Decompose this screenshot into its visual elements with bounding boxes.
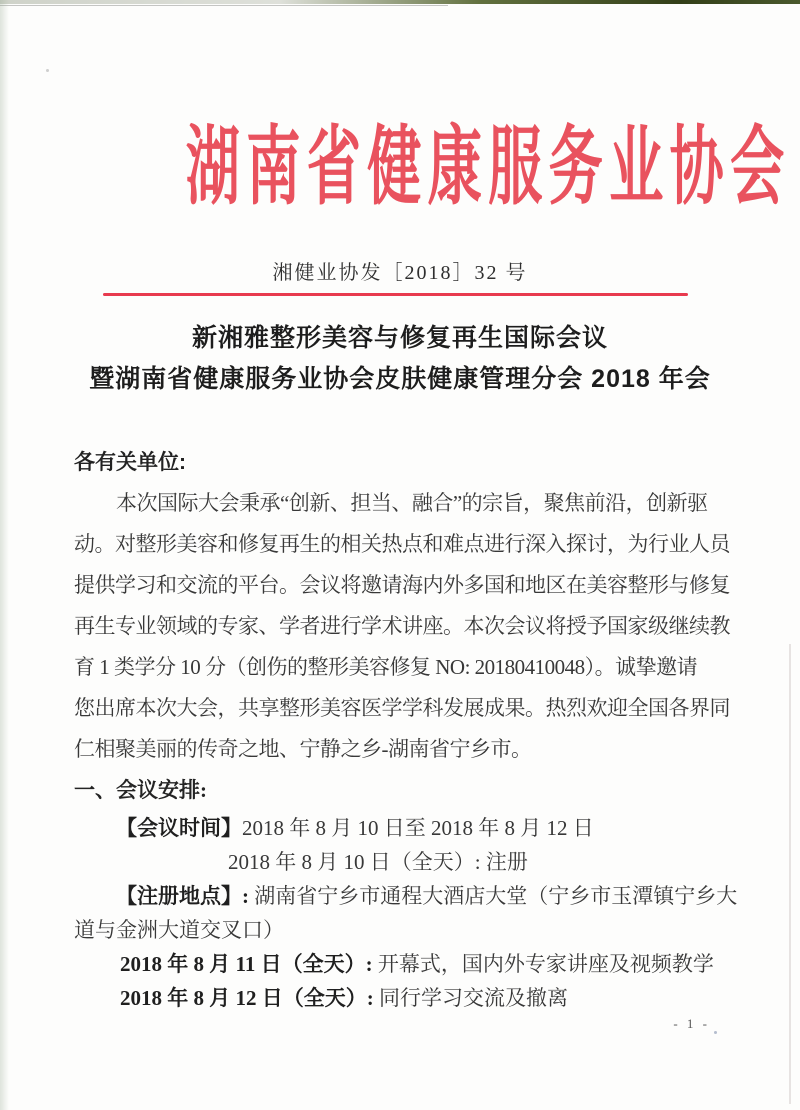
paragraph-line: 动。对整形美容和修复再生的相关热点和难点进行深入探讨，为行业人员 xyxy=(74,532,730,556)
scan-speck xyxy=(714,1031,717,1034)
document-body xyxy=(74,442,738,1015)
red-divider-line xyxy=(103,293,688,296)
scan-edge-top xyxy=(0,0,800,4)
schedule-line-registration-day xyxy=(74,845,734,879)
paragraph-line: 仁相聚美丽的传奇之地、宁静之乡-湖南省宁乡市。 xyxy=(74,737,532,761)
schedule-text: 道与金洲大道交叉口） xyxy=(74,918,284,942)
page-number: - 1 - xyxy=(673,1016,710,1031)
scan-edge-right xyxy=(789,644,791,1104)
paragraph-line: 再生专业领域的专家、学者进行学术讲座。本次会议将授予国家级继续教 xyxy=(74,614,730,638)
scan-edge-top-line xyxy=(0,5,448,6)
schedule-text: 2018 年 8 月 10 日至 2018 年 8 月 12 日 xyxy=(242,816,594,840)
paragraph-line: 您出席本次大会，共享整形美容医学学科发展成果。热烈欢迎全国各界同 xyxy=(74,696,730,720)
letterhead-org-name: 湖南省健康服务业协会 xyxy=(185,119,791,215)
schedule-label: 2018 年 8 月 11 日（全天）: xyxy=(120,952,378,976)
letterhead xyxy=(0,119,800,215)
schedule-label: 【注册地点】: xyxy=(116,884,255,908)
paragraph-line: 提供学习和交流的平台。会议将邀请海内外多国和地区在美容整形与修复 xyxy=(74,573,730,597)
paragraph-line: 育 1 类学分 10 分（创伤的整形美容修复 NO: 20180410048）。诚挚邀请 xyxy=(74,655,698,679)
schedule-line-registration-place xyxy=(74,879,738,913)
schedule-label: 【会议时间】 xyxy=(116,816,242,840)
schedule-line-day2 xyxy=(74,947,734,981)
section-heading-meeting-arrangement: 一、会议安排: xyxy=(74,778,207,802)
paragraph-line: 本次国际大会秉承“创新、担当、融合”的宗旨，聚焦前沿，创新驱 xyxy=(116,491,708,515)
schedule-line-registration-place-cont xyxy=(74,913,734,947)
salutation: 各有关单位: xyxy=(74,451,186,474)
schedule-text: 同行学习交流及撤离 xyxy=(379,986,568,1010)
schedule-text: 湖南省宁乡市通程大酒店大堂（宁乡市玉潭镇宁乡大 xyxy=(254,884,738,908)
scan-speck xyxy=(46,69,49,72)
doc-title-line1: 新湘雅整形美容与修复再生国际会议 xyxy=(191,324,608,352)
schedule-text: 开幕式，国内外专家讲座及视频教学 xyxy=(377,952,714,976)
schedule-line-day3 xyxy=(74,981,734,1015)
schedule-line-meeting-time xyxy=(74,811,734,845)
schedule-text: 2018 年 8 月 10 日（全天）: 注册 xyxy=(228,850,528,874)
doc-number: 湘健业协发［2018］32 号 xyxy=(272,262,528,284)
doc-title xyxy=(0,318,800,400)
doc-title-line2: 暨湖南省健康服务业协会皮肤健康管理分会 2018 年会 xyxy=(89,365,711,393)
schedule-label: 2018 年 8 月 12 日（全天）: xyxy=(120,986,379,1010)
